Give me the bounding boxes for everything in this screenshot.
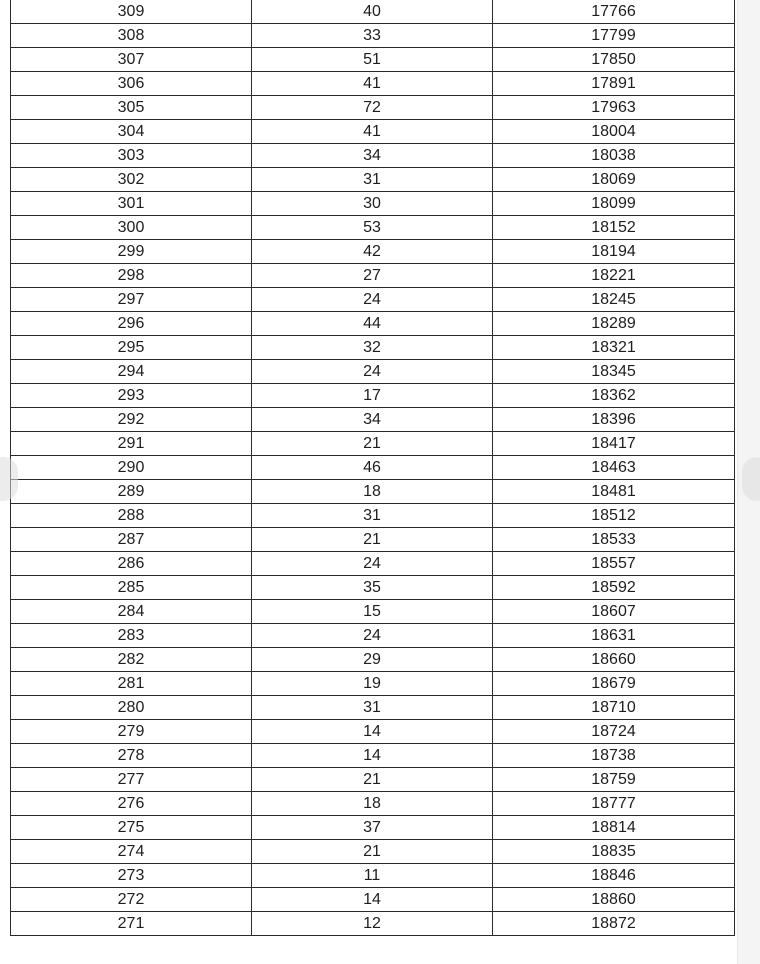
count-cell: 24 [252,624,493,648]
cumulative-cell: 18417 [493,432,735,456]
cumulative-cell: 18245 [493,288,735,312]
count-cell: 29 [252,648,493,672]
count-cell: 18 [252,480,493,504]
count-cell: 31 [252,696,493,720]
cumulative-cell: 18679 [493,672,735,696]
table-row [11,168,735,192]
score-cell: 298 [11,264,252,288]
cumulative-cell: 18759 [493,768,735,792]
count-cell: 34 [252,408,493,432]
score-cell: 278 [11,744,252,768]
count-cell: 21 [252,840,493,864]
score-cell: 274 [11,840,252,864]
table-row [11,480,735,504]
count-cell: 21 [252,528,493,552]
table-row [11,912,735,936]
score-cell: 305 [11,96,252,120]
count-cell: 41 [252,120,493,144]
score-cell: 285 [11,576,252,600]
count-cell: 27 [252,264,493,288]
cumulative-cell: 18724 [493,720,735,744]
score-cell: 284 [11,600,252,624]
score-cell: 283 [11,624,252,648]
cumulative-cell: 17963 [493,96,735,120]
score-cell: 279 [11,720,252,744]
count-cell: 24 [252,288,493,312]
count-cell: 37 [252,816,493,840]
score-cell: 303 [11,144,252,168]
score-cell: 288 [11,504,252,528]
count-cell: 41 [252,72,493,96]
cumulative-cell: 18004 [493,120,735,144]
table-row [11,528,735,552]
table-row [11,888,735,912]
cumulative-cell: 18533 [493,528,735,552]
score-cell: 307 [11,48,252,72]
count-cell: 11 [252,864,493,888]
table-row [11,576,735,600]
count-cell: 40 [252,0,493,24]
table-row [11,192,735,216]
cumulative-cell: 18592 [493,576,735,600]
table-row [11,744,735,768]
table-row [11,312,735,336]
table-row [11,48,735,72]
count-cell: 51 [252,48,493,72]
cumulative-cell: 18660 [493,648,735,672]
count-cell: 32 [252,336,493,360]
table-row [11,624,735,648]
score-cell: 293 [11,384,252,408]
table-row [11,672,735,696]
cumulative-cell: 18607 [493,600,735,624]
table-row [11,264,735,288]
count-cell: 24 [252,552,493,576]
table-row [11,864,735,888]
table-row [11,840,735,864]
count-cell: 30 [252,192,493,216]
cumulative-cell: 18194 [493,240,735,264]
count-cell: 44 [252,312,493,336]
score-table [10,0,735,936]
cumulative-cell: 18846 [493,864,735,888]
cumulative-cell: 18362 [493,384,735,408]
count-cell: 34 [252,144,493,168]
cumulative-cell: 18345 [493,360,735,384]
score-cell: 294 [11,360,252,384]
cumulative-cell: 18860 [493,888,735,912]
count-cell: 19 [252,672,493,696]
count-cell: 53 [252,216,493,240]
count-cell: 24 [252,360,493,384]
table-row [11,336,735,360]
cumulative-cell: 18396 [493,408,735,432]
count-cell: 12 [252,912,493,936]
count-cell: 14 [252,888,493,912]
cumulative-cell: 18463 [493,456,735,480]
cumulative-cell: 17850 [493,48,735,72]
score-cell: 302 [11,168,252,192]
table-row [11,816,735,840]
table-row [11,384,735,408]
table-row [11,360,735,384]
table-row [11,720,735,744]
table-row [11,408,735,432]
score-cell: 306 [11,72,252,96]
cumulative-cell: 18835 [493,840,735,864]
table-row [11,768,735,792]
table-row [11,216,735,240]
table-row [11,72,735,96]
score-cell: 276 [11,792,252,816]
table-row [11,0,735,24]
table-row [11,24,735,48]
table-row [11,144,735,168]
score-cell: 308 [11,24,252,48]
cumulative-cell: 18038 [493,144,735,168]
cumulative-cell: 18738 [493,744,735,768]
score-cell: 301 [11,192,252,216]
score-cell: 290 [11,456,252,480]
count-cell: 31 [252,168,493,192]
count-cell: 17 [252,384,493,408]
score-cell: 292 [11,408,252,432]
table-row [11,96,735,120]
cumulative-cell: 18069 [493,168,735,192]
score-cell: 286 [11,552,252,576]
score-cell: 300 [11,216,252,240]
score-cell: 281 [11,672,252,696]
cumulative-cell: 18481 [493,480,735,504]
cumulative-cell: 17891 [493,72,735,96]
count-cell: 42 [252,240,493,264]
cumulative-cell: 18512 [493,504,735,528]
previous-page-arrow-icon[interactable] [0,457,18,501]
cumulative-cell: 18221 [493,264,735,288]
next-page-arrow-icon[interactable] [742,457,760,501]
cumulative-cell: 18777 [493,792,735,816]
score-cell: 295 [11,336,252,360]
table-row [11,648,735,672]
score-cell: 273 [11,864,252,888]
count-cell: 21 [252,768,493,792]
score-cell: 287 [11,528,252,552]
score-cell: 282 [11,648,252,672]
count-cell: 21 [252,432,493,456]
count-cell: 18 [252,792,493,816]
count-cell: 31 [252,504,493,528]
cumulative-cell: 18321 [493,336,735,360]
count-cell: 46 [252,456,493,480]
document-page [10,0,734,936]
cumulative-cell: 18872 [493,912,735,936]
table-row [11,696,735,720]
count-cell: 33 [252,24,493,48]
score-cell: 297 [11,288,252,312]
table-row [11,288,735,312]
score-cell: 280 [11,696,252,720]
table-row [11,120,735,144]
cumulative-cell: 18152 [493,216,735,240]
score-cell: 299 [11,240,252,264]
score-cell: 271 [11,912,252,936]
cumulative-cell: 17799 [493,24,735,48]
cumulative-cell: 18099 [493,192,735,216]
count-cell: 72 [252,96,493,120]
table-row [11,240,735,264]
table-body [11,0,735,936]
score-cell: 277 [11,768,252,792]
cumulative-cell: 18814 [493,816,735,840]
cumulative-cell: 18710 [493,696,735,720]
count-cell: 14 [252,744,493,768]
score-cell: 291 [11,432,252,456]
table-row [11,792,735,816]
count-cell: 15 [252,600,493,624]
score-cell: 304 [11,120,252,144]
score-cell: 296 [11,312,252,336]
score-cell: 272 [11,888,252,912]
table-row [11,552,735,576]
table-row [11,456,735,480]
table-row [11,432,735,456]
count-cell: 35 [252,576,493,600]
cumulative-cell: 18557 [493,552,735,576]
score-cell: 289 [11,480,252,504]
cumulative-cell: 17766 [493,0,735,24]
score-cell: 275 [11,816,252,840]
table-row [11,504,735,528]
score-cell: 309 [11,0,252,24]
count-cell: 14 [252,720,493,744]
cumulative-cell: 18631 [493,624,735,648]
cumulative-cell: 18289 [493,312,735,336]
table-row [11,600,735,624]
